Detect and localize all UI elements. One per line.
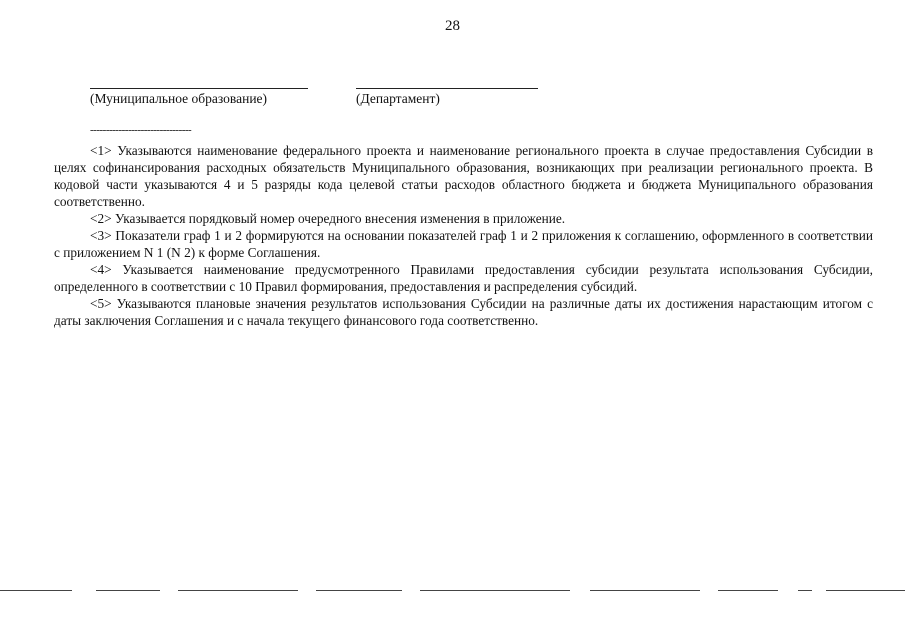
municipality-signature-line <box>90 72 308 89</box>
page-number: 28 <box>445 18 460 34</box>
footnotes-section <box>54 142 873 329</box>
municipality-signature-block <box>90 72 308 107</box>
footnote-2: <2> Указывается порядковый номер очередного внесения изменения в приложение. <box>90 211 566 226</box>
department-caption: (Департамент) <box>356 91 440 106</box>
footnote-1: <1> Указываются наименование федерального проекта и наименование регионального проекта в случае предоставления Субсидии в целях софинансирования расходных обязательств Муниципального образования, возникающих при реализации регионального проекта. В кодовой части указываются 4 и 5 разряды кода целевой статьи расходов областного бюджета и бюджета Муниципального образования соответственно. <box>54 143 873 209</box>
footnote-4: <4> Указывается наименование предусмотренного Правилами предоставления субсидии результата использования Субсидии, определенного в соответствии с 10 Правил формирования, предоставления и распределения субсидий. <box>54 262 873 294</box>
footnote-separator: -------------------------------- <box>90 124 192 136</box>
department-signature-line <box>356 72 538 89</box>
department-signature-block <box>356 72 538 107</box>
footnote-3: <3> Показатели граф 1 и 2 формируются на основании показателей граф 1 и 2 приложения к соглашению, оформленного в соответствии с приложением N 1 (N 2) к форме Соглашения. <box>54 228 873 260</box>
scan-edge-artifact <box>0 589 905 593</box>
footnote-5: <5> Указываются плановые значения результатов использования Субсидии на различные даты их достижения нарастающим итогом с даты заключения Соглашения и с начала текущего финансового года соответственно. <box>54 296 873 328</box>
municipality-caption: (Муниципальное образование) <box>90 91 268 106</box>
